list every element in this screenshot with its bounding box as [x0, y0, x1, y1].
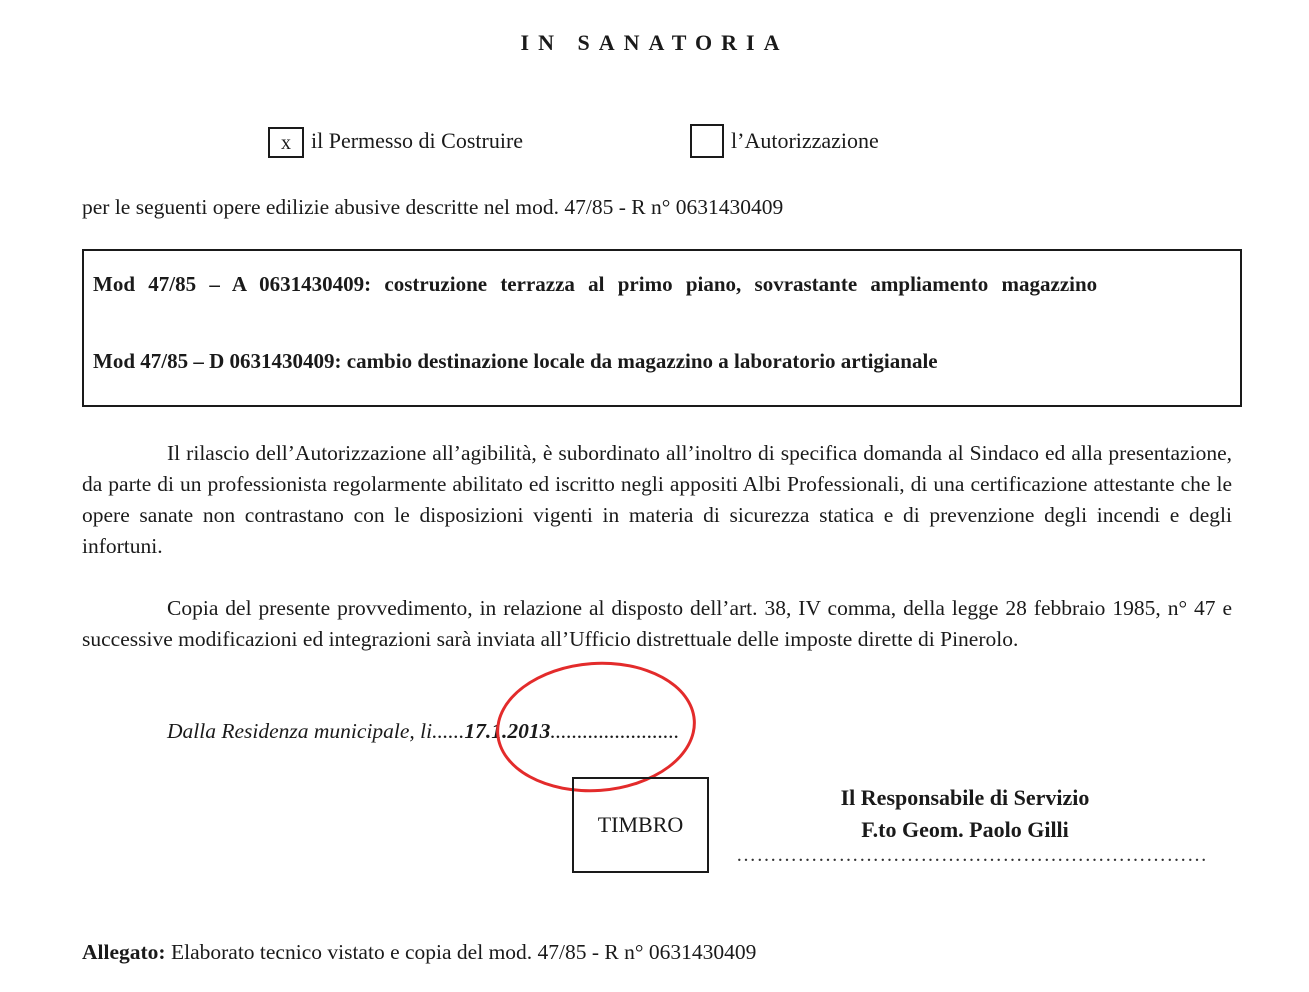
permesso-checkbox[interactable]: x: [268, 127, 304, 158]
autorizzazione-label: l’Autorizzazione: [731, 128, 879, 153]
signer-role: Il Responsabile di Servizio: [840, 785, 1090, 810]
signature-line: ……………………………………………………………: [736, 844, 1208, 866]
agibilita-paragraph: Il rilascio dell’Autorizzazione all’agibilità, è subordinato all’inoltro di specifica domanda al Sindaco ed alla presentazione, da parte di un professionista regolarmente abilitato ed iscritto negli appositi Albi Professionali, di una certificazione attestante che le opere sanate non contrastano con le disposizioni vigenti in materia di sicurezza statica e di prevenzione degli incendi e degli infortuni.: [82, 441, 1232, 558]
document-title: IN SANATORIA: [520, 30, 789, 55]
stamp-label: TIMBRO: [597, 812, 684, 837]
signer-block: [760, 782, 1170, 846]
date-value: 17.1.2013: [464, 719, 551, 743]
copia-paragraph: Copia del presente provvedimento, in relazione al disposto dell’art. 38, IV comma, della legge 28 febbraio 1985, n° 47 e successive modificazioni ed integrazioni sarà inviata all’Ufficio distrettuale delle imposte dirette di Pinerolo.: [82, 596, 1232, 651]
stamp-box: [572, 777, 709, 873]
works-box: [82, 249, 1242, 407]
date-dots-after: ........................: [550, 719, 680, 743]
date-dots-before: ......: [432, 719, 465, 743]
permesso-label: il Permesso di Costruire: [311, 128, 524, 153]
intro-text: per le seguenti opere edilizie abusive descritte nel mod. 47/85 - R n° 0631430409: [82, 195, 784, 219]
mod-d-line: Mod 47/85 – D 0631430409: cambio destinazione locale da magazzino a laboratorio artigianale: [93, 349, 938, 373]
attachment-line: [82, 937, 756, 968]
date-prefix: Dalla Residenza municipale, li: [167, 719, 433, 743]
mod-a-line: Mod 47/85 – A 0631430409: costruzione terrazza al primo piano, sovrastante ampliamento magazzino: [93, 272, 1098, 296]
attachment-text: Elaborato tecnico vistato e copia del mod. 47/85 - R n° 0631430409: [170, 940, 757, 964]
signer-name: F.to Geom. Paolo Gilli: [861, 817, 1069, 842]
autorizzazione-checkbox[interactable]: [690, 124, 724, 158]
attachment-label: Allegato:: [82, 940, 166, 964]
